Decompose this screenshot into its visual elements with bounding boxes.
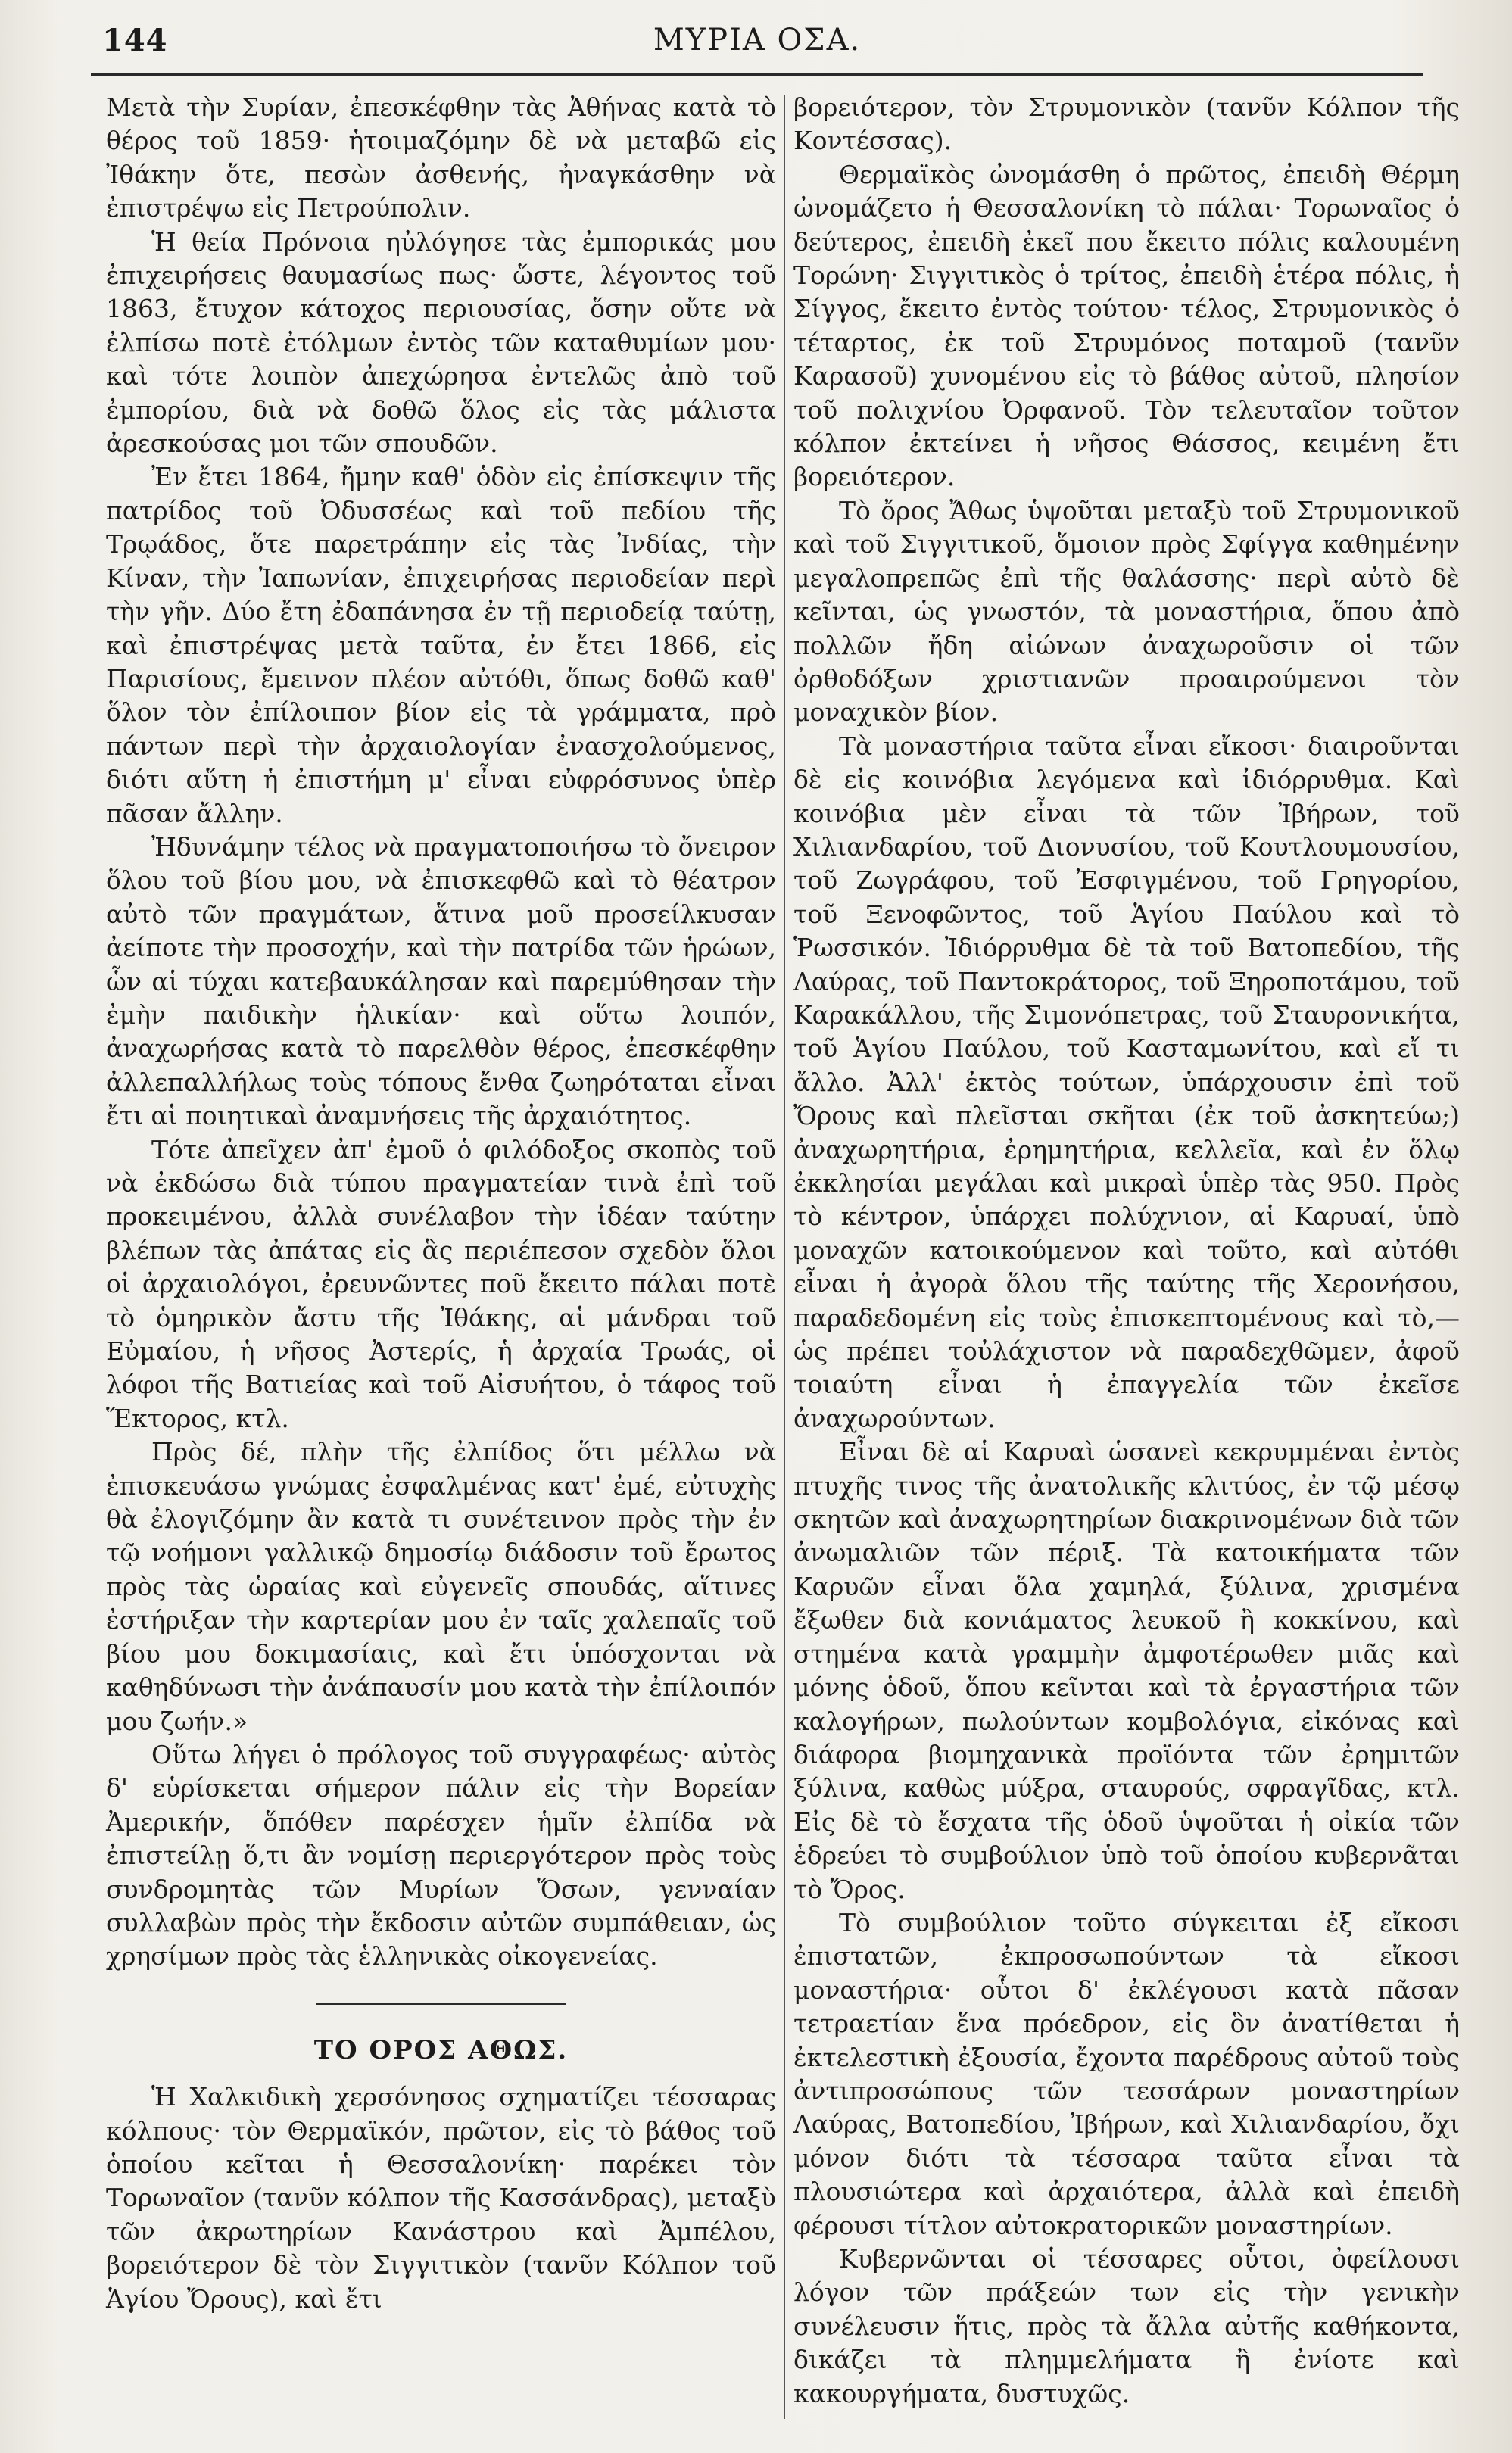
section-title: ΤΟ ΟΡΟΣ ΑΘΩΣ. (313, 2034, 569, 2065)
paragraph: Τὰ μοναστήρια ταῦτα εἶναι εἴκοσι· διαιροῦνται δὲ εἰς κοινόβια λεγόμενα καὶ ἰδιόρρυθμα. Καὶ κοινόβια μὲν εἶναι τὰ τῶν Ἰβήρων, τοῦ Χιλιανδαρίου, τοῦ Διονυσίου, τοῦ Κουτλουμουσίου, τοῦ Ζωγράφου, τοῦ Ἐσφιγμένου, τοῦ Γρηγορίου, τοῦ Ξενοφῶντος, τοῦ Ἁγίου Παύλου καὶ τὸ Ῥωσσικόν. Ἰδιόρρυθμα δὲ τὰ τοῦ Βατοπεδίου, τῆς Λαύρας, τοῦ Παντοκράτορος, τοῦ Ξηροποτάμου, τοῦ Καρακάλλου, τῆς Σιμονόπετρας, τοῦ Σταυρονικήτα, τοῦ Ἁγίου Παύλου, τοῦ Κασταμωνίτου, καὶ εἴ τι ἄλλο. Ἀλλ' ἐκτὸς τούτων, ὑπάρχουσιν ἐπὶ τοῦ Ὄρους καὶ πλεῖσται σκῆται (ἐκ τοῦ ἀσκητεύω;) ἀναχωρητήρια, ἐρημητήρια, κελλεῖα, καὶ ἐν ὅλῳ ἐκκλησίαι μεγάλαι καὶ μικραὶ ὑπὲρ τὰς 950. Πρὸς τὸ κέντρον, ὑπάρχει πολύχνιον, αἱ Καρυαί, ὑπὸ μοναχῶν κατοικούμενον καὶ τοῦτο, καὶ αὐτόθι εἶναι ἡ ἀγορὰ ὅλου τῆς ταύτης τῆς Χερονήσου, παραδεδομένη εἰς τοὺς ἐπισκεπτομένους καὶ τὸ,—ὡς πρέπει τοὐλάχιστον νὰ παραδεχθῶμεν, ἀφοῦ τοιαύτη εἶναι ἡ ἐπαγγελία τῶν ἐκεῖσε ἀναχωρούντων. (793, 731, 1460, 1433)
paragraph: Οὕτω λήγει ὁ πρόλογος τοῦ συγγραφέως· αὐτὸς δ' εὑρίσκεται σήμερον πάλιν εἰς τὴν Βορείαν Ἀμερικήν, ὅπόθεν παρέσχεν ἡμῖν ἐλπίδα νὰ ἐπιστείλῃ ὅ,τι ἂν νομίσῃ περιεργότερον πρὸς τοὺς συνδρομητὰς τῶν Μυρίων Ὅσων, γενναίαν συλλαβὼν πρὸς τὴν ἔκδοσιν αὐτῶν συμπάθειαν, ὡς χρησίμων πρὸς τὰς ἑλληνικὰς οἰκογενείας. (106, 1739, 776, 1971)
paragraph: Ἡ Χαλκιδικὴ χερσόνησος σχηματίζει τέσσαρας κόλπους· τὸν Θερμαϊκόν, πρῶτον, εἰς τὸ βάθος τοῦ ὁποίου κεῖται ἡ Θεσσαλονίκη· παρέκει τὸν Τορωναῖον (τανῦν κόλπον τῆς Κασσάνδρας), μεταξὺ τῶν ἀκρωτηρίων Κανάστρου καὶ Ἀμπέλου, βορειότερον δὲ τὸν Σιγγιτικὸν (τανῦν Κόλπον τοῦ Ἁγίου Ὄρους), καὶ ἔτι (106, 2082, 776, 2314)
paragraph: Θερμαϊκὸς ὠνομάσθη ὁ πρῶτος, ἐπειδὴ Θέρμη ὠνομάζετο ἡ Θεσσαλονίκη τὸ πάλαι· Τορωναῖος ὁ δεύτερος, ἐπειδὴ ἐκεῖ που ἔκειτο πόλις καλουμένη Τορώνη· Σιγγιτικὸς ὁ τρίτος, ἐπειδὴ ἑτέρα πόλις, ἡ Σίγγος, ἔκειτο ἐντὸς τούτου· τέλος, Στρυμονικὸς ὁ τέταρτος, ἐκ τοῦ Στρυμόνος ποταμοῦ (τανῦν Καρασοῦ) χυνομένου εἰς τὸ βάθος αὐτοῦ, πλησίον τοῦ πολιχνίου Ὀρφανοῦ. Τὸν τελευταῖον τοῦτον κόλπον ἐκτείνει ἡ νῆσος Θάσσος, κειμένη ἔτι βορειότερον. (793, 159, 1460, 492)
column-divider (784, 95, 785, 2419)
page-header (102, 23, 1412, 64)
running-title: ΜΥΡΙΑ ΟΣΑ. (653, 23, 862, 58)
paragraph: Τὸ συμβούλιον τοῦτο σύγκειται ἐξ εἴκοσι ἐπιστατῶν, ἐκπροσωπούντων τὰ εἴκοσι μοναστήρια· οὗτοι δ' ἐκλέγουσι κατὰ πᾶσαν τετραετίαν ἕνα πρόεδρον, εἰς ὃν ἀνατίθεται ἡ ἐκτελεστικὴ ἐξουσία, ἔχοντα παρέδρους αὐτοῦ τοὺς ἀντιπροσώπους τῶν τεσσάρων μοναστηρίων Λαύρας, Βατοπεδίου, Ἰβήρων, καὶ Χιλιανδαρίου, ὄχι μόνον διότι τὰ τέσσαρα ταῦτα εἶναι τὰ πλουσιώτερα καὶ ἀρχαιότερα, ἀλλὰ καὶ ἐπειδὴ φέρουσι τίτλον αὐτοκρατορικῶν μοναστηρίων. (793, 1907, 1460, 2240)
paragraph: Μετὰ τὴν Συρίαν, ἐπεσκέφθην τὰς Ἀθήνας κατὰ τὸ θέρος τοῦ 1859· ἡτοιμαζόμην δὲ νὰ μεταβῶ εἰς Ἰθάκην ὅτε, πεσὼν ἀσθενής, ἠναγκάσθην νὰ ἐπιστρέψω εἰς Πετρούπολιν. (106, 92, 776, 223)
paragraph: Εἶναι δὲ αἱ Καρυαὶ ὡσανεὶ κεκρυμμέναι ἐντὸς πτυχῆς τινος τῆς ἀνατολικῆς κλιτύος, ἐν τῷ μέσῳ σκητῶν καὶ ἀναχωρητηρίων διακρινομένων διὰ τῶν ἀνωμαλιῶν τῶν πέριξ. Τὰ κατοικήματα τῶν Καρυῶν εἶναι ὅλα χαμηλά, ξύλινα, χρισμένα ἔξωθεν διὰ κονιάματος λευκοῦ ἢ κοκκίνου, καὶ στημένα κατὰ γραμμὴν ἀμφοτέρωθεν μιᾶς καὶ μόνης ὁδοῦ, ὅπου κεῖνται καὶ τὰ ἐργαστήρια τῶν καλογήρων, πωλούντων κομβολόγια, εἰκόνας καὶ διάφορα βιομηχανικὰ προϊόντα τῶν ἐρημιτῶν ξύλινα, καθὼς μύξρα, σταυρούς, σφραγῖδας, κτλ. Εἰς δὲ τὸ ἔσχατα τῆς ὁδοῦ ὑψοῦται ἡ οἰκία τῶν ἑδρεύει τὸ συμβούλιον ὑπὸ τοῦ ὁποίου κυβερνᾶται τὸ Ὄρος. (793, 1437, 1460, 1904)
right-column (793, 91, 1460, 2411)
paragraph: Τότε ἀπεῖχεν ἀπ' ἐμοῦ ὁ φιλόδοξος σκοπὸς τοῦ νὰ ἐκδώσω διὰ τύπου πραγματείαν τινὰ ἐπὶ τοῦ προκειμένου, ἀλλὰ συνέλαβον τὴν ἰδέαν ταύτην βλέπων τὰς ἀπάτας εἰς ἃς περιέπεσον σχεδὸν ὅλοι οἱ ἀρχαιολόγοι, ἐρευνῶντες ποῦ ἔκειτο πάλαι ποτὲ τὸ ὁμηρικὸν ἄστυ τῆς Ἰθάκης, αἱ μάνδραι τοῦ Εὐμαίου, ἡ νῆσος Ἀστερίς, ἡ ἀρχαία Τρωάς, οἱ λόφοι τῆς Βατιείας καὶ τοῦ Αἰσυήτου, ὁ τάφος τοῦ Ἕκτορος, κτλ. (106, 1134, 776, 1433)
header-rule (91, 73, 1423, 76)
paragraph: Τὸ ὄρος Ἄθως ὑψοῦται μεταξὺ τοῦ Στρυμονικοῦ καὶ τοῦ Σιγγιτικοῦ, ὅμοιον πρὸς Σφίγγα καθημένην μεγαλοπρεπῶς ἐπὶ τῆς θαλάσσης· περὶ αὐτὸ δὲ κεῖνται, ὡς γνωστόν, τὰ μοναστήρια, ὅπου ἀπὸ πολλῶν ἤδη αἰώνων ἀναχωροῦσιν οἱ τῶν ὀρθοδόξων χριστιανῶν προαιρούμενοι τὸν μοναχικὸν βίον. (793, 495, 1460, 728)
paragraph: Ἐν ἔτει 1864, ἤμην καθ' ὁδὸν εἰς ἐπίσκεψιν τῆς πατρίδος τοῦ Ὀδυσσέως καὶ τοῦ πεδίου τῆς Τρῳάδος, ὅτε παρετράπην εἰς τὰς Ἰνδίας, τὴν Κίναν, τὴν Ἰαπωνίαν, ἐπιχειρήσας περιοδείαν περὶ τὴν γῆν. Δύο ἔτη ἐδαπάνησα ἐν τῇ περιοδείᾳ ταύτῃ, καὶ ἐπιστρέψας μετὰ ταῦτα, ἐν ἔτει 1866, εἰς Παρισίους, ἔμεινον πλέον αὐτόθι, ὅπως δοθῶ καθ' ὅλον τὸν ἐπίλοιπον βίον εἰς τὰ γράμματα, πρὸ πάντων περὶ τὴν ἀρχαιολογίαν ἐνασχολούμενος, διότι αὕτη ἡ ἐπιστήμη μ' εἶναι εὐφρόσυνος ὑπὲρ πᾶσαν ἄλλην. (106, 462, 776, 828)
paragraph: Ἠδυνάμην τέλος νὰ πραγματοποιήσω τὸ ὄνειρον ὅλου τοῦ βίου μου, νὰ ἐπισκεφθῶ καὶ τὸ θέατρον αὐτὸ τῶν πραγμάτων, ἅτινα μοῦ προσείλκυσαν ἀείποτε τὴν προσοχήν, καὶ τὴν πατρίδα τῶν ἡρώων, ὧν αἱ τύχαι κατεβαυκάλησαν καὶ παρεμύθησαν τὴν ἐμὴν παιδικὴν ἡλικίαν· καὶ οὕτω λοιπόν, ἀναχωρήσας κατὰ τὸ παρελθὸν θέρος, ἐπεσκέφθην ἀλλεπαλλήλως τοὺς τόπους ἔνθα ζωηρόταται εἶναι ἔτι αἱ ποιητικαὶ ἀναμνήσεις τῆς ἀρχαιότητος. (106, 831, 776, 1131)
paragraph: Πρὸς δέ, πλὴν τῆς ἐλπίδος ὅτι μέλλω νὰ ἐπισκευάσω γνώμας ἐσφαλμένας κατ' ἐμέ, εὐτυχὴς θὰ ἐλογιζόμην ἂν κατὰ τι συνέτεινον πρὸς τὴν ἐν τῷ νοήμονι γαλλικῷ δημοσίῳ διάδοσιν τοῦ ἔρωτος πρὸς τὰς ὡραίας καὶ εὐγενεῖς σπουδάς, αἵτινες ἐστήριξαν τὴν καρτερίαν μου ἐν ταῖς χαλεπαῖς τοῦ βίου μου δοκιμασίαις, καὶ ἔτι ὑπόσχονται νὰ καθηδύνωσι τὴν ἀνάπαυσίν μου κατὰ τὴν ἐπίλοιπόν μου ζωήν.» (106, 1437, 776, 1736)
left-column (106, 91, 776, 2316)
paragraph: βορειότερον, τὸν Στρυμονικὸν (τανῦν Κόλπον τῆς Κοντέσσας). (793, 92, 1460, 156)
paragraph: Ἡ θεία Πρόνοια ηὐλόγησε τὰς ἐμπορικάς μου ἐπιχειρήσεις θαυμασίως πως· ὥστε, λέγοντος τοῦ 1863, ἔτυχον κάτοχος περιουσίας, ὅσην οὔτε νὰ ἐλπίσω ποτὲ ἐτόλμων ἐντὸς τῶν καταθυμίων μου· καὶ τότε λοιπὸν ἀπεχώρησα ἐντελῶς ἀπὸ τοῦ ἐμπορίου, διὰ νὰ δοθῶ ὅλος εἰς τὰς μάλιστα ἀρεσκούσας μοι τῶν σπουδῶν. (106, 226, 776, 459)
paragraph: Κυβερνῶνται οἱ τέσσαρες οὗτοι, ὀφείλουσι λόγον τῶν πράξεών των εἰς τὴν γενικὴν συνέλευσιν ἥτις, πρὸς τὰ ἄλλα αὐτῆς καθήκοντα, δικάζει τὰ πλημμελήματα ἢ ἐνίοτε καὶ κακουργήματα, δυστυχῶς. (793, 2244, 1460, 2408)
page-number: 144 (102, 23, 168, 58)
section-divider (316, 2003, 566, 2005)
